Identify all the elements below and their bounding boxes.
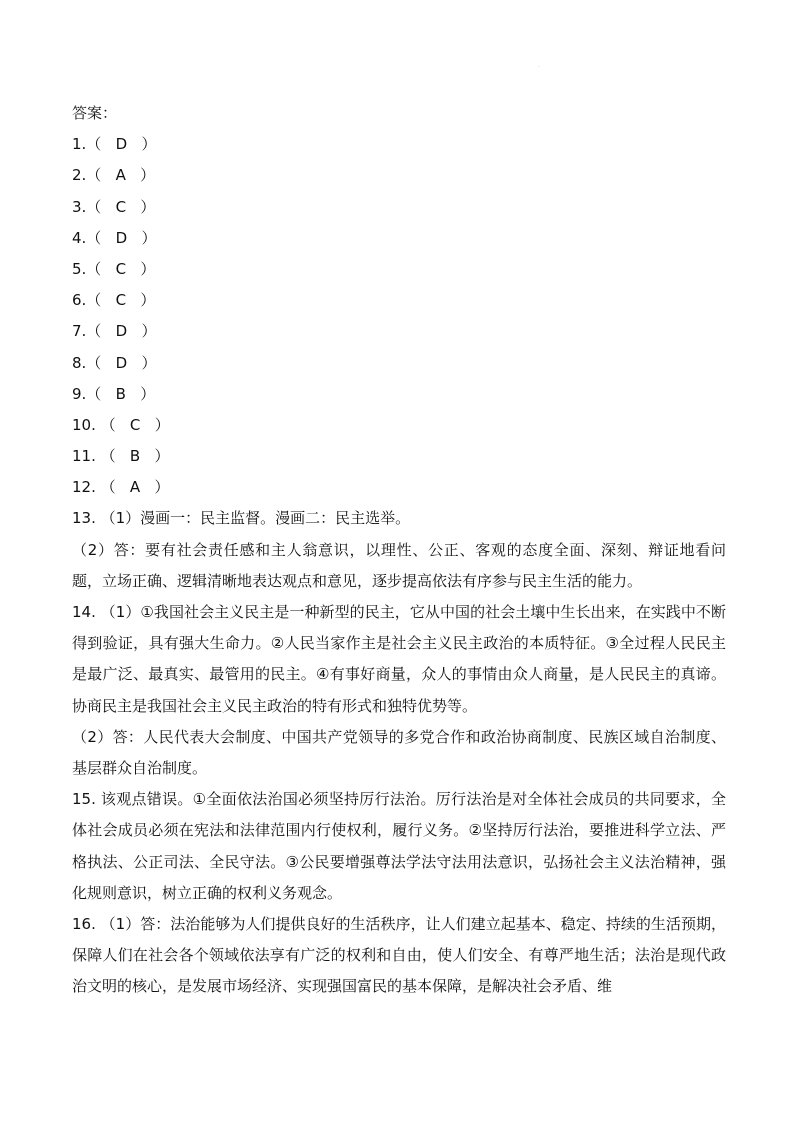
answer-13-part-2: （2）答：要有社会责任感和主人翁意识，以理性、公正、客观的态度全面、深刻、辩证地看问题，立场正确、逻辑清晰地表达观点和意见，逐步提高依法有序参与民主生活的能力。 (72, 540, 726, 590)
answer-14-part-2: （2）答：人民代表大会制度、中国共产党领导的多党合作和政治协商制度、民族区域自治制度、基层群众自治制度。 (72, 727, 726, 778)
choice-answer-6: 6.（ C ） (72, 291, 156, 310)
choice-answer-8: 8.（ D ） (72, 353, 157, 372)
answer-15: 15. 该观点错误。①全面依法治国必须坚持厉行法治。厉行法治是对全体社会成员的共同要求，全体社会成员必须在宪法和法律范围内行使权利，履行义务。②坚持厉行法治，要推进科学立法、严格执法、公正司法、全民守法。③公民要增强尊法学法守法用法意识，弘扬社会主义法治精神，强化规则意识，树立正确的权利义务观念。 (72, 790, 726, 902)
choice-answer-2: 2.（ A ） (72, 166, 156, 185)
choice-answer-3: 3.（ C ） (72, 197, 156, 216)
header-mark: . (538, 62, 540, 69)
answer-16-part-1: 16. （1）答：法治能够为人们提供良好的生活秩序，让人们建立起基本、稳定、持续的生活预期，保障人们在社会各个领域依法享有广泛的权利和自由，使人们安全、有尊严地生活；法治是现代政治文明的核心，是发展市场经济、实现强国富民的基本保障，是解决社会矛盾、维 (72, 915, 726, 996)
choice-answer-5: 5.（ C ） (72, 259, 156, 278)
answer-14-part-1: 14. （1）①我国社会主义民主是一种新型的民主，它从中国的社会土壤中生长出来，在实践中不断得到验证，具有强大生命力。②人民当家作主是社会主义民主政治的本质特征。③全过程人民民主是最广泛、最真实、最管用的民主。④有事好商量，众人的事情由众人商量，是人民民主的真谛。协商民主是我国社会主义民主政治的特有形式和独特优势等。 (72, 603, 726, 715)
answer-content (72, 98, 726, 1003)
choice-answer-1: 1.（ D ） (72, 135, 157, 154)
choice-answer-10: 10. （ C ） (72, 415, 170, 434)
choice-answer-7: 7.（ D ） (72, 322, 157, 341)
choice-answer-4: 4.（ D ） (72, 228, 157, 247)
choice-answer-11: 11. （ B ） (72, 447, 170, 466)
answer-title: 答案： (72, 104, 118, 122)
answer-13-part-1: 13. （1）漫画一：民主监督。漫画二：民主选举。 (72, 509, 411, 528)
choice-answer-12: 12. （ A ） (72, 478, 170, 497)
choice-answer-9: 9.（ B ） (72, 384, 156, 403)
